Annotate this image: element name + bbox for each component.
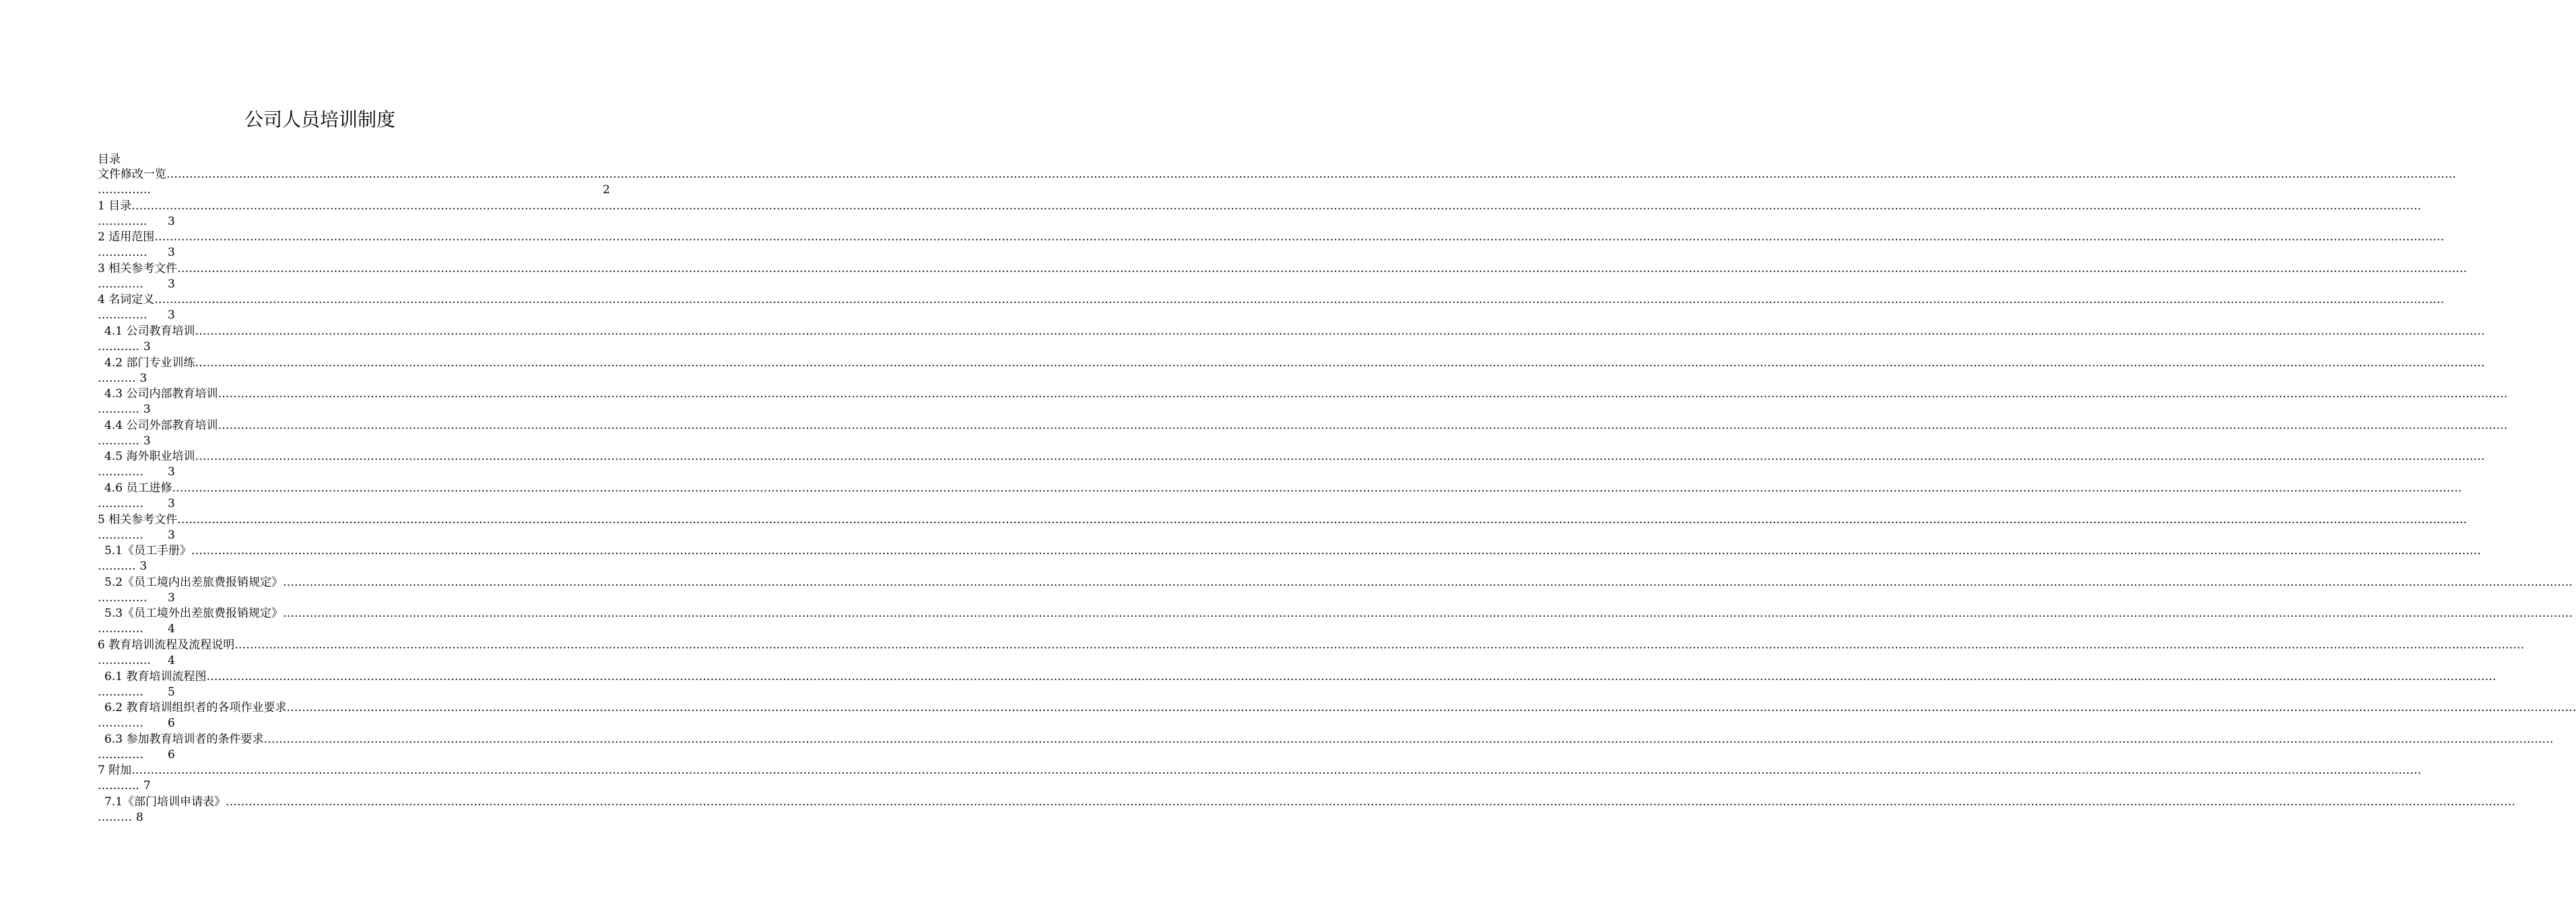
toc-leader-dots: …………………………………………………………………………………………………………………………………………………………………………………………………………………………………………………………………………………………………………………………………………………………………………………………………………………………………………………………………………………………………………………………………………………… [195,324,2485,338]
toc-page-number: 6 [168,716,175,731]
toc-leader-dots: …………………………………………………………………………………………………………………………………………………………………………………………………………………………………………………………………………………………………………………………………………………………………………………………………………………………………………………………………………………………………………………………………………………… [263,732,2554,746]
toc-entry-label: 5.3《员工境外出差旅费报销规定》 [104,607,284,621]
toc-page-number: 3 [143,434,151,448]
toc-leader-dots: …………………………………………………………………………………………………………………………………………………………………………………………………………………………………………………………………………………………………………………………………………………………………………………………………………………………………………………………………………………………………………………………………………………… [195,450,2485,464]
toc-page-number: 3 [168,214,175,228]
toc-leader-dots: …………………………………………………………………………………………………………………………………………………………………………………………………………………………………………………………………………………………………………………………………………………………………………………………………………………………………………………………………………………………………………………………………………………… [234,638,2525,652]
toc-leader-tail: ………… [98,622,143,636]
table-of-contents [98,167,2576,826]
toc-leader-dots: …………………………………………………………………………………………………………………………………………………………………………………………………………………………………………………………………………………………………………………………………………………………………………………………………………………………………………………………………………………………………………………………………………………… [195,356,2485,370]
toc-leader-tail: …………. [98,246,147,260]
toc-entry[interactable] [98,700,2576,732]
toc-entry[interactable] [98,230,2445,261]
toc-entry[interactable] [98,449,2485,481]
toc-entry[interactable] [98,356,2485,387]
toc-leader-tail: ………… [98,685,143,699]
toc-leader-tail: ………… [98,716,143,731]
toc-page-number: 3 [168,465,175,479]
toc-entry[interactable] [98,575,2573,607]
toc-leader-tail: ………… [98,496,143,510]
toc-entry-label: 7 附加 [98,764,132,778]
toc-entry[interactable] [98,543,2482,575]
toc-entry-label: 4.5 海外职业培训 [104,450,195,464]
toc-leader-dots: …………………………………………………………………………………………………………………………………………………………………………………………………………………………………………………………………………………………………………………………………………………………………………………………………………………………………………………………………………………………………………………………………………………… [154,230,2445,244]
toc-page-number: 3 [168,308,175,323]
toc-entry-label: 6.2 教育培训组织者的各项作业要求 [104,701,287,715]
toc-page-number: 3 [168,591,175,605]
toc-leader-dots: …………………………………………………………………………………………………………………………………………………………………………………………………………………………………………………………………………………………………………………………………………………………………………………………………………………………………………………………………………………………………………………………………………………… [226,795,2516,809]
toc-entry-label: 4.1 公司教育培训 [104,324,195,338]
toc-page-number: 3 [168,496,175,510]
toc-leader-dots: …………………………………………………………………………………………………………………………………………………………………………………………………………………………………………………………………………………………………………………………………………………………………………………………………………………………………………………………………………………………………………………………………………………… [283,575,2573,589]
toc-leader-tail: ……….. [98,434,139,448]
toc-leader-tail: …………. [98,308,147,323]
toc-leader-dots: …………………………………………………………………………………………………………………………………………………………………………………………………………………………………………………………………………………………………………………………………………………………………………………………………………………………………………………………………………………………………………………………………………………… [206,669,2497,683]
toc-entry-label: 1 目录 [98,199,132,213]
toc-leader-tail: ………… [98,747,143,762]
toc-page-number: 6 [168,747,175,762]
toc-leader-dots: …………………………………………………………………………………………………………………………………………………………………………………………………………………………………………………………………………………………………………………………………………………………………………………………………………………………………………………………………………………………………………………………………………………… [218,418,2508,432]
toc-entry[interactable] [98,418,2508,450]
document-title: 公司人员培训制度 [244,108,395,131]
toc-leader-tail: ………….. [98,653,151,667]
toc-page-number: 2 [603,183,610,197]
toc-page-number: 3 [168,528,175,542]
toc-leader-dots: …………………………………………………………………………………………………………………………………………………………………………………………………………………………………………………………………………………………………………………………………………………………………………………………………………………………………………………………………………………………………………………………………………………… [218,387,2508,401]
toc-leader-tail: ……….. [98,339,139,354]
toc-entry[interactable] [98,606,2573,638]
toc-entry[interactable] [98,199,2422,230]
toc-leader-tail: …………. [98,591,147,605]
toc-page-number: 7 [143,779,151,793]
toc-entry-label: 6.1 教育培训流程图 [104,669,207,683]
toc-leader-dots: …………………………………………………………………………………………………………………………………………………………………………………………………………………………………………………………………………………………………………………………………………………………………………………………………………………………………………………………………………………………………………………………………………………… [154,293,2445,307]
toc-entry[interactable] [98,763,2422,795]
toc-leader-tail: ………… [98,528,143,542]
toc-entry[interactable] [98,292,2445,324]
toc-leader-tail: ……….. [98,779,139,793]
toc-page-number: 3 [168,277,175,291]
toc-leader-dots: …………………………………………………………………………………………………………………………………………………………………………………………………………………………………………………………………………………………………………………………………………………………………………………………………………………………………………………………………………………………………………………………………………………… [191,544,2482,558]
toc-entry-label: 6.3 参加教育培训者的条件要求 [104,732,264,746]
toc-leader-dots: …………………………………………………………………………………………………………………………………………………………………………………………………………………………………………………………………………………………………………………………………………………………………………………………………………………………………………………………………………………………………………………………………………………… [131,764,2422,778]
toc-leader-dots: …………………………………………………………………………………………………………………………………………………………………………………………………………………………………………………………………………………………………………………………………………………………………………………………………………………………………………………………………………………………………………………………………………………… [166,168,2456,181]
toc-entry[interactable] [98,481,2462,512]
toc-entry-label: 5.1《员工手册》 [104,544,192,558]
toc-leader-tail: ………. [98,371,136,385]
toc-page-number: 8 [136,810,143,824]
toc-page-number: 3 [143,339,151,354]
toc-entry[interactable] [98,512,2468,544]
toc-leader-tail: ……… [98,810,132,824]
toc-leader-tail: ………. [98,560,136,574]
toc-entry-label: 5 相关参考文件 [98,512,178,527]
toc-entry[interactable] [98,795,2516,826]
toc-page-number: 3 [168,246,175,260]
toc-leader-dots: …………………………………………………………………………………………………………………………………………………………………………………………………………………………………………………………………………………………………………………………………………………………………………………………………………………………………………………………………………………………………………………………………………………… [172,481,2462,495]
toc-entry-label: 7.1《部门培训申请表》 [104,795,226,809]
toc-page-number: 3 [139,560,147,574]
toc-heading: 目录 [98,153,121,166]
toc-leader-dots: …………………………………………………………………………………………………………………………………………………………………………………………………………………………………………………………………………………………………………………………………………………………………………………………………………………………………………………………………………………………………………………………………………………… [283,607,2573,621]
toc-leader-dots: …………………………………………………………………………………………………………………………………………………………………………………………………………………………………………………………………………………………………………………………………………………………………………………………………………………………………………………………………………………………………………………………………………………… [177,261,2468,275]
toc-entry[interactable] [98,167,2456,199]
toc-leader-tail: ………… [98,277,143,291]
toc-page-number: 3 [143,403,151,417]
toc-entry[interactable] [98,387,2508,418]
toc-entry-label: 2 适用范围 [98,230,155,244]
toc-entry-label: 4.4 公司外部教育培训 [104,418,218,432]
toc-entry-label: 5.2《员工境内出差旅费报销规定》 [104,575,284,589]
toc-entry-label: 6 教育培训流程及流程说明 [98,638,235,652]
toc-entry[interactable] [98,324,2485,356]
toc-entry-label: 3 相关参考文件 [98,261,178,275]
toc-leader-tail: ………….. [98,183,151,197]
toc-page-number: 4 [168,622,175,636]
toc-entry-label: 4.3 公司内部教育培训 [104,387,218,401]
toc-leader-tail: …………. [98,214,147,228]
toc-page-number: 3 [139,371,147,385]
toc-entry-label: 4.2 部门专业训练 [104,356,195,370]
toc-page-number: 4 [168,653,175,667]
toc-leader-dots: …………………………………………………………………………………………………………………………………………………………………………………………………………………………………………………………………………………………………………………………………………………………………………………………………………………………………………………………………………………………………………………………………………………… [177,512,2468,527]
toc-leader-tail: ………… [98,465,143,479]
toc-entry-label: 4.6 员工进修 [104,481,172,495]
toc-entry[interactable] [98,638,2525,669]
toc-leader-dots: …………………………………………………………………………………………………………………………………………………………………………………………………………………………………………………………………………………………………………………………………………………………………………………………………………………………………………………………………………………………………………………………………………………… [286,701,2576,715]
toc-leader-tail: ……….. [98,403,139,417]
toc-entry-label: 文件修改一览 [98,168,166,181]
toc-page-number: 5 [168,685,175,699]
toc-entry[interactable] [98,261,2468,293]
toc-entry-label: 4 名词定义 [98,293,155,307]
toc-entry[interactable] [98,732,2554,764]
toc-leader-dots: …………………………………………………………………………………………………………………………………………………………………………………………………………………………………………………………………………………………………………………………………………………………………………………………………………………………………………………………………………………………………………………………………………………… [131,199,2422,213]
toc-entry[interactable] [98,669,2497,701]
